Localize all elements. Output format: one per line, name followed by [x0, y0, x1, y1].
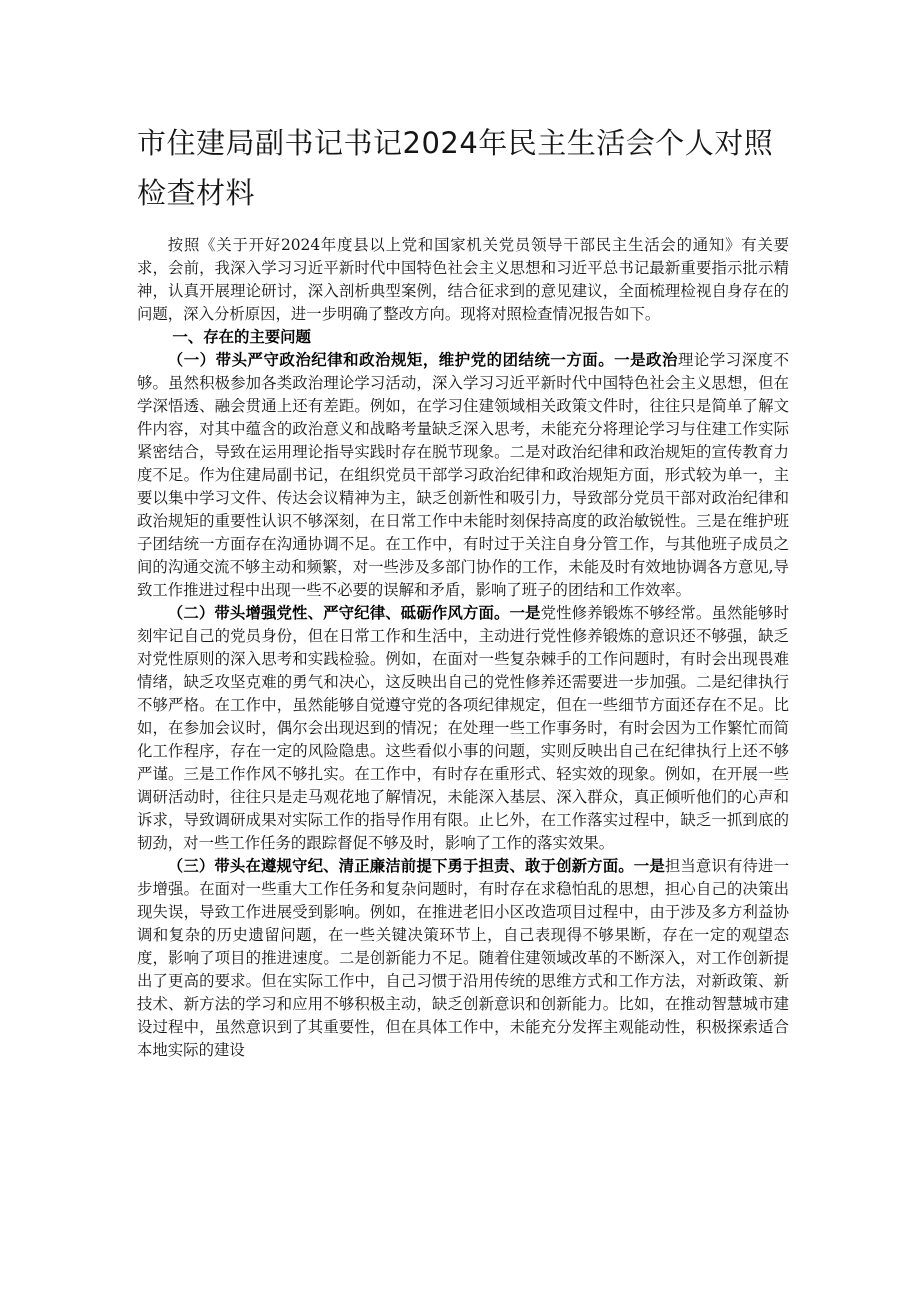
subsection-2-body: 党性修养锻炼不够经常。虽然能够时刻牢记自己的党员身份，但在日常工作和生活中，主动进行党性修养锻炼的意识还不够强，缺乏对党性原则的深入思考和实践检验。例如，在面对一些复杂棘手的工作问题时，有时会出现畏难情绪，缺乏攻坚克难的勇气和决心，这反映出自己的党性修养还需要进一步加强。二是纪律执行不够严格。在工作中，虽然能够自觉遵守党的各项纪律规定，但在一些细节方面还存在不足。比如，在参加会议时，偶尔会出现迟到的情况；在处理一些工作事务时，有时会因为工作繁忙而简化工作程序，存在一定的风险隐患。这些看似小事的问题，实则反映出自己在纪律执行上还不够严谨。三是工作作风不够扎实。在工作中，有时存在重形式、轻实效的现象。例如，在开展一些调研活动时，往往只是走马观花地了解情况，未能深入基层、深入群众，真正倾听他们的心声和诉求，导致调研成果对实际工作的指导作用有限。止匕外，在工作落实过程中，缺乏一抓到底的韧劲，对一些工作任务的跟踪督促不够及时，影响了工作的落实效果。: [137, 604, 789, 852]
subsection-3-lead: （三）带头在遵规守纪、清正廉洁前提下勇于担责、敢于创新方面。一是: [167, 857, 665, 875]
intro-paragraph: 按照《关于开好2024年度县以上党和国家机关党员领导干部民主生活会的通知》有关要求，会前，我深入学习习近平新时代中国特色社会主义思想和习近平总书记最新重要指示批示精神，认真开展理论研讨，深入剖析典型案例，结合征求到的意见建议，全面梳理检视自身存在的问题，深入分析原因，进一步明确了整改方向。现将对照检查情况报告如下。: [137, 236, 789, 323]
subsection-3-body: 担当意识有待进一步增强。在面对一些重大工作任务和复杂问题时，有时存在求稳怕乱的思想，担心自己的决策出现失误，导致工作进展受到影响。例如，在推进老旧小区改造项目过程中，由于涉及多方利益协调和复杂的历史遗留问题，在一些关键决策环节上，自己表现得不够果断，存在一定的观望态度，影响了项目的推进速度。二是创新能力不足。随着住建领域改革的不断深入，对工作创新提出了更高的要求。但在实际工作中，自己习惯于沿用传统的思维方式和工作方法，对新政策、新技术、新方法的学习和应用不够积极主动，缺乏创新意识和创新能力。比如，在推动智慧城市建设过程中，虽然意识到了其重要性，但在具体工作中，未能充分发挥主观能动性，积极探索适合本地实际的建设: [137, 857, 789, 1059]
subsection-2-lead: （二）带头增强党性、严守纪律、砥砺作风方面。一是: [167, 604, 541, 622]
document-page: [137, 118, 789, 1062]
section-heading-problems: 一、存在的主要问题: [172, 328, 311, 346]
subsection-3-paragraph: [137, 855, 789, 1062]
subsection-1-paragraph: [137, 349, 789, 602]
document-title: 市住建局副书记书记2024年民主生活会个人对照检查材料: [137, 126, 774, 210]
subsection-1-lead: （一）带头严守政治纪律和政治规矩，维护党的团结统一方面。一是政治: [167, 351, 678, 369]
subsection-2-paragraph: [137, 602, 789, 855]
subsection-1-body: 理论学习深度不够。虽然积极参加各类政治理论学习活动，深入学习习近平新时代中国特色社会主义思想，但在学深悟透、融会贯通上还有差距。例如，在学习住建领域相关政策文件时，往往只是简单了解文件内容，对其中蕴含的政治意义和战略考量缺乏深入思考，未能充分将理论学习与住建工作实际紧密结合，导致在运用理论指导实践时存在脱节现象。二是对政治纪律和政治规矩的宣传教育力度不足。作为住建局副书记，在组织党员干部学习政治纪律和政治规矩方面，形式较为单一，主要以集中学习文件、传达会议精神为主，缺乏创新性和吸引力，导致部分党员干部对政治纪律和政治规矩的重要性认识不够深刻，在日常工作中未能时刻保持高度的政治敏锐性。三是在维护班子团结统一方面存在沟通协调不足。在工作中，有时过于关注自身分管工作，与其他班子成员之间的沟通交流不够主动和频繁，对一些涉及多部门协作的工作，未能及时有效地协调各方意见,导致工作推进过程中出现一些不必要的误解和矛盾，影响了班子的团结和工作效率。: [137, 351, 789, 599]
